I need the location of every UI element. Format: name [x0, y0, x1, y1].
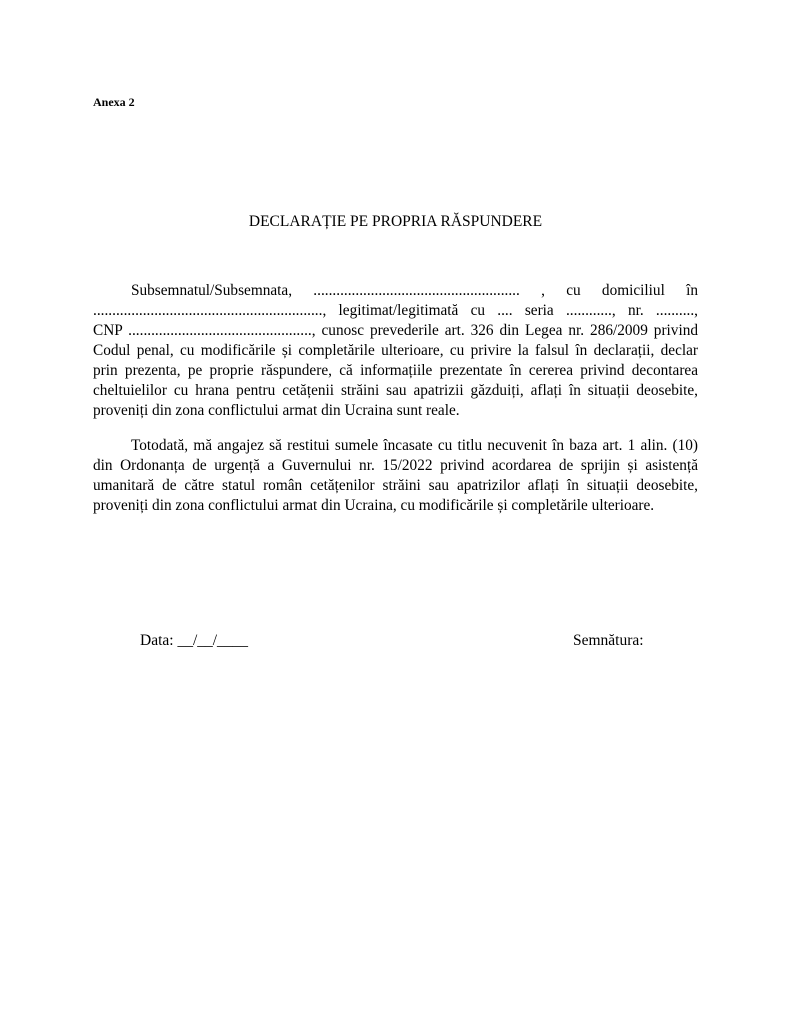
annex-label: Anexa 2: [93, 95, 135, 109]
document-title: DECLARAȚIE PE PROPRIA RĂSPUNDERE: [248, 213, 543, 230]
paragraph-line: Codul penal, cu modificările și completările ulterioare, cu privire la falsul în declarații, declar: [93, 342, 698, 359]
paragraph-line: prin prezenta, pe proprie răspundere, că informațiile prezentate în cererea privind decontarea: [93, 362, 698, 379]
paragraph-line: umanitară de către statul român cetățenilor străini sau apatrizilor aflați în situații deosebite,: [93, 477, 698, 494]
paragraph-line: Totodată, mă angajez să restitui sumele încasate cu titlu necuvenit în baza art. 1 alin. (10): [131, 437, 698, 454]
paragraph-line: proveniți din zona conflictului armat din Ucraina, cu modificările și completările ulterioare.: [93, 497, 655, 514]
paragraph-line: din Ordonanța de urgență a Guvernului nr. 15/2022 privind acordarea de sprijin și asistență: [93, 457, 698, 474]
paragraph-line: CNP ................................................, cunosc prevederile art. 326 din Legea nr. 286/2009 privind: [93, 322, 698, 339]
declaration-paragraph: [93, 281, 698, 421]
signature-field: Semnătura:: [573, 632, 644, 649]
paragraph-line: ............................................................, legitimat/legitimată cu .... seria ............, nr. ..........,: [93, 302, 698, 319]
paragraph-line: Subsemnatul/Subsemnata, ...................................................... , cu domiciliul în: [131, 282, 698, 299]
paragraph-line: cheltuielilor cu hrana pentru cetățenii străini sau apatrizii găzduiți, aflați în situații deosebite,: [93, 382, 698, 399]
paragraph-line: proveniți din zona conflictului armat din Ucraina sunt reale.: [93, 402, 460, 419]
date-field: Data: __/__/____: [140, 632, 249, 649]
commitment-paragraph: [93, 436, 698, 516]
